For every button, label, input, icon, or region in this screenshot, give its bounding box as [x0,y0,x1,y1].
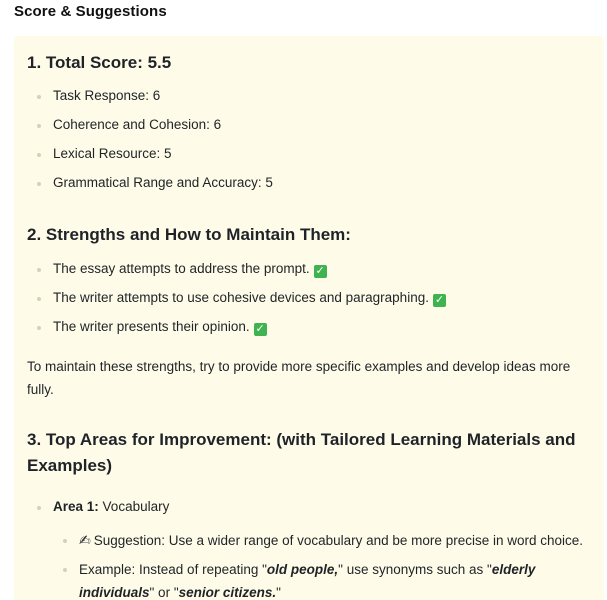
bullet-icon [37,153,41,157]
example-phrase-old-people: old people, [266,562,339,577]
area-1-topic: Vocabulary [102,499,170,514]
area-1-suggestion [79,529,589,552]
score-lexical-resource: Lexical Resource: 5 [53,146,172,161]
bullet-icon [63,539,67,543]
example-phrase-elderly: elderly individuals [79,562,536,600]
score-coherence-cohesion: Coherence and Cohesion: 6 [53,117,222,132]
score-task-response: Task Response: 6 [53,88,161,103]
page-title: Score & Suggestions [14,3,167,20]
maintain-strengths-paragraph: To maintain these strengths, try to provide more specific examples and develop ideas more fully. [27,359,571,397]
check-icon: ✓ [434,294,445,306]
example-prefix: Example: Instead of repeating " [79,562,267,577]
example-suffix: " [276,585,281,600]
section-improvement-heading: 3. Top Areas for Improvement: (with Tailored Learning Materials and Examples) [27,430,576,475]
strength-item [53,288,446,308]
strength-item [53,259,327,279]
example-middle: " use synonyms such as " [338,562,492,577]
bullet-icon [63,568,67,572]
bullet-icon [37,124,41,128]
area-1-label: Area 1: [53,499,99,514]
score-grammatical-range: Grammatical Range and Accuracy: 5 [53,175,273,190]
bullet-icon [37,297,41,301]
bullet-icon [37,268,41,272]
area-1-item [53,497,169,517]
bullet-icon [37,326,41,330]
section-total-score-heading: 1. Total Score: 5.5 [27,53,172,72]
bullet-icon [37,95,41,99]
strength-text: The writer attempts to use cohesive devices and paragraphing. [53,290,429,305]
suggestion-text: Suggestion: Use a wider range of vocabulary and be more precise in word choice. [93,533,584,548]
strength-text: The essay attempts to address the prompt. [53,261,310,276]
section-strengths-heading: 2. Strengths and How to Maintain Them: [27,225,351,244]
check-icon: ✓ [315,265,325,277]
strength-text: The writer presents their opinion. [53,319,250,334]
area-1-example [79,558,589,600]
example-or: " or " [149,585,179,600]
bullet-icon [37,506,41,510]
example-phrase-senior: senior citizens. [178,585,277,600]
writing-hand-icon: ✍ [79,532,91,548]
bullet-icon [37,182,41,186]
check-icon: ✓ [255,323,265,335]
strength-item [53,317,267,337]
